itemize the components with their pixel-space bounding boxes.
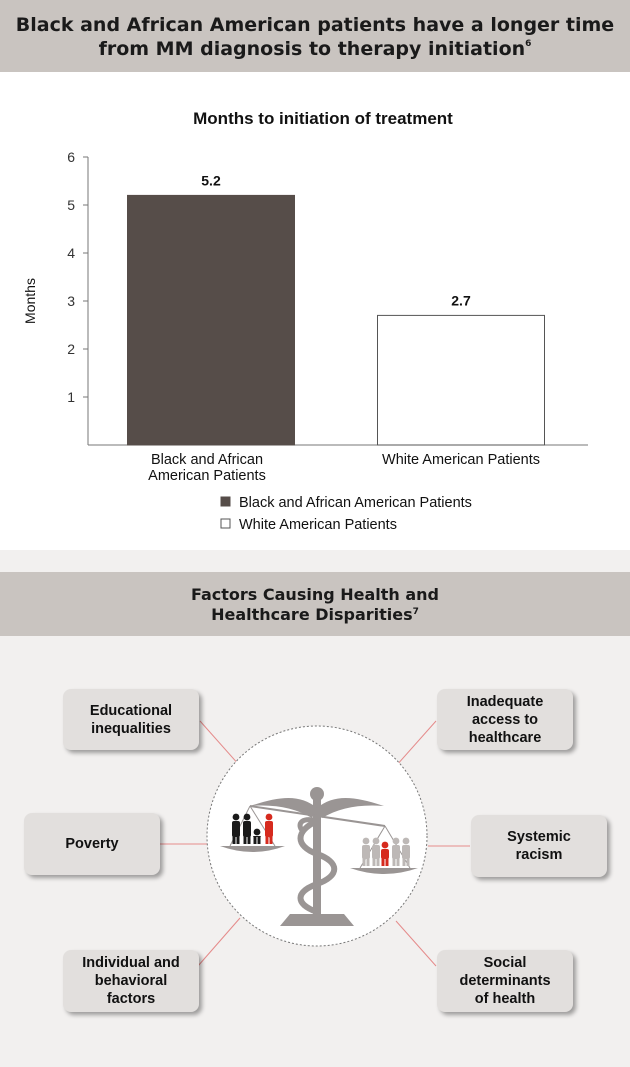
person-dark-child-leg [254,836,257,844]
section2-banner [0,572,630,636]
person-red-leg [386,858,389,866]
header-banner [0,0,630,72]
x-tick-label: Black and African [150,452,264,468]
person-dark-child-head [254,829,261,836]
factor-label-line: behavioral [94,973,168,989]
factor-label-line: Educational [89,702,173,719]
factor-label-line: access to [471,711,539,728]
person-red-leg [266,836,269,844]
person-red-head [382,842,389,849]
factor-label-line: healthcare [468,729,542,746]
person-dark-body [243,821,251,837]
person-grey-head [403,838,410,845]
person-dark-leg [244,836,247,844]
person-grey-head [373,838,380,845]
person-dark-leg [237,836,240,844]
scale-base [280,914,354,926]
factor-box [437,689,573,750]
factor-label-line: Inadequate [466,693,544,710]
section-divider [0,550,630,572]
x-tick-label: White American Patients [382,452,540,468]
legend-label: White American Patients [239,517,397,533]
person-grey-head [393,838,400,845]
pole-top [310,787,324,801]
section2-title-ref: 7 [412,607,419,617]
person-grey-leg [363,858,366,866]
factor-box [437,950,573,1012]
header-title-line2: from MM diagnosis to therapy initiation [98,38,526,60]
person-red-body [381,849,389,859]
person-grey-leg [397,858,400,866]
y-tick-label: 5 [67,197,75,213]
factor-label-line: Systemic [507,829,571,845]
factor-box [471,815,607,877]
chart-title: Months to initiation of treatment [193,109,453,128]
y-tick-label: 2 [67,341,75,357]
person-dark-leg [248,836,251,844]
factor-label-line: factors [106,991,156,1007]
person-dark-body [232,821,240,837]
factor-label-line: Poverty [65,836,119,852]
factor-label-line: Individual and [82,955,180,971]
person-dark-child-leg [258,836,261,844]
person-grey-head [363,838,370,845]
y-tick-label: 6 [67,149,75,165]
factor-label-line: determinants [459,973,551,989]
factor-box [63,950,199,1012]
section2-title-line2: Healthcare Disparities [211,605,413,624]
person-grey-body [392,845,400,859]
bar-value-label: 5.2 [201,172,221,189]
section2-title-line1: Factors Causing Health and [190,585,440,604]
person-grey-leg [393,858,396,866]
y-tick-label: 3 [67,293,75,309]
x-tick-label: American Patients [148,468,266,484]
y-tick-label: 1 [67,389,75,405]
person-grey-leg [373,858,376,866]
factor-box [24,813,160,875]
person-grey-leg [407,858,410,866]
legend-swatch [221,519,230,528]
person-grey-leg [403,858,406,866]
person-grey-body [362,845,370,859]
factor-box [63,689,199,750]
y-axis-label: Months [22,278,38,324]
connector-line [396,721,436,766]
factor-label-line: Social [483,955,527,971]
connector-line [198,918,240,966]
person-red-body [265,821,273,837]
person-dark-leg [233,836,236,844]
person-grey-leg [377,858,380,866]
y-tick-label: 4 [67,245,75,261]
legend-swatch [221,497,230,506]
person-grey-body [372,845,380,859]
person-red-leg [382,858,385,866]
factor-label-line: inequalities [91,720,171,737]
factor-label-line: racism [515,847,563,863]
connector-line [396,921,436,966]
header-title-line1: Black and African American patients have a longer time [15,14,615,36]
bar [378,315,545,445]
person-dark-head [233,814,240,821]
legend-label: Black and African American Patients [239,495,472,511]
bar-value-label: 2.7 [451,292,471,309]
header-title-ref: 6 [525,39,532,49]
connector-line [200,721,240,766]
factor-label-line: of health [474,991,536,1007]
person-grey-body [402,845,410,859]
person-red-leg [270,836,273,844]
bar [128,195,295,445]
bar-chart [0,72,630,550]
person-red-head [266,814,273,821]
person-dark-head [244,814,251,821]
person-grey-leg [367,858,370,866]
